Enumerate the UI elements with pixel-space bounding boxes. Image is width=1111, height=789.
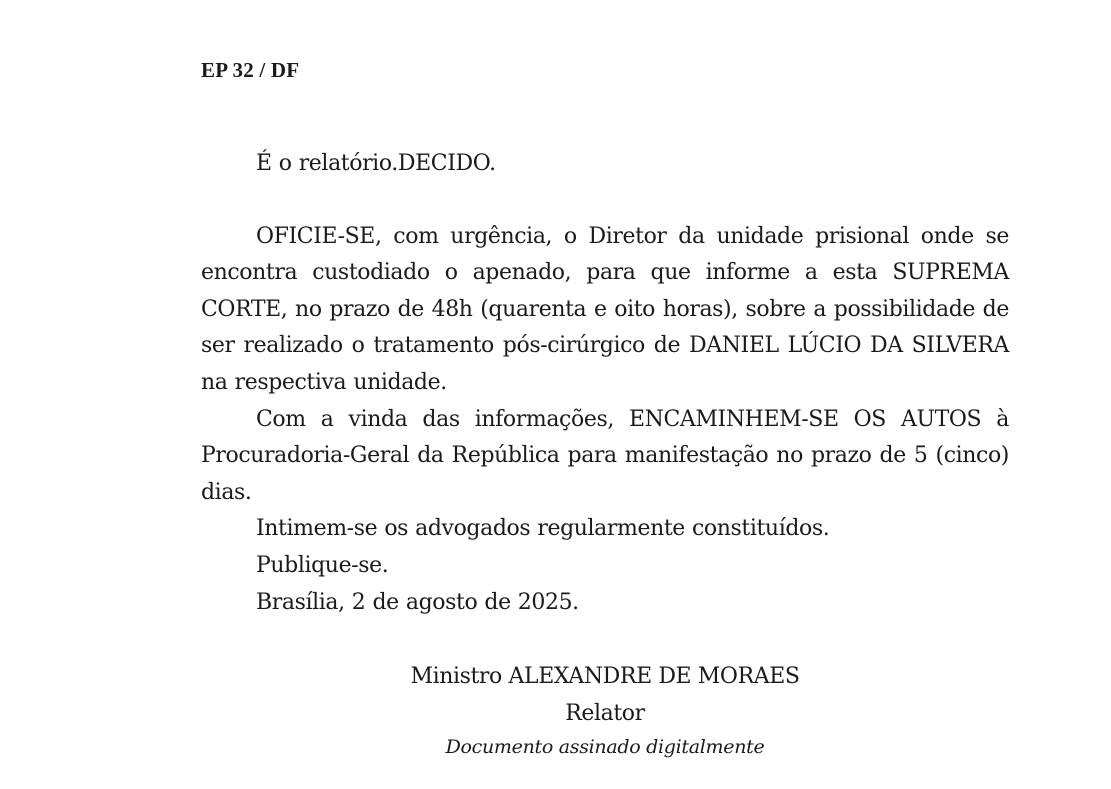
paragraph-publish: Publique-se. — [256, 552, 389, 578]
paragraph-summon-lawyers: Intimem-se os advogados regularmente constituídos. — [256, 516, 830, 542]
signer-role: Relator — [565, 701, 645, 726]
signature-block — [201, 658, 1009, 762]
paragraph-report: É o relatório.DECIDO. — [256, 151, 496, 176]
signer-name: Ministro ALEXANDRE DE MORAES — [410, 664, 800, 689]
case-identifier: EP 32 / DF — [201, 58, 300, 82]
paragraph-order-official-letter: OFICIE-SE, com urgência, o Diretor da unidade prisional onde se encontra custodiado o apenado, para que informe a esta SUPREMA CORTE, no prazo de 48h (quarenta e oito horas), sobre a possibilidade de ser realizado o tratamento pós-cirúrgico de DANIEL LÚCIO DA SILVERA na respectiva unidade. — [201, 223, 1009, 395]
digital-signature-note: Documento assinado digitalmente — [445, 736, 765, 758]
paragraph-place-date: Brasília, 2 de agosto de 2025. — [256, 589, 579, 615]
paragraph-forward-records: Com a vinda das informações, ENCAMINHEM-SE OS AUTOS à Procuradoria-Geral da República para manifestação no prazo de 5 (cinco) dias. — [201, 406, 1009, 505]
decision-body — [201, 146, 1009, 621]
